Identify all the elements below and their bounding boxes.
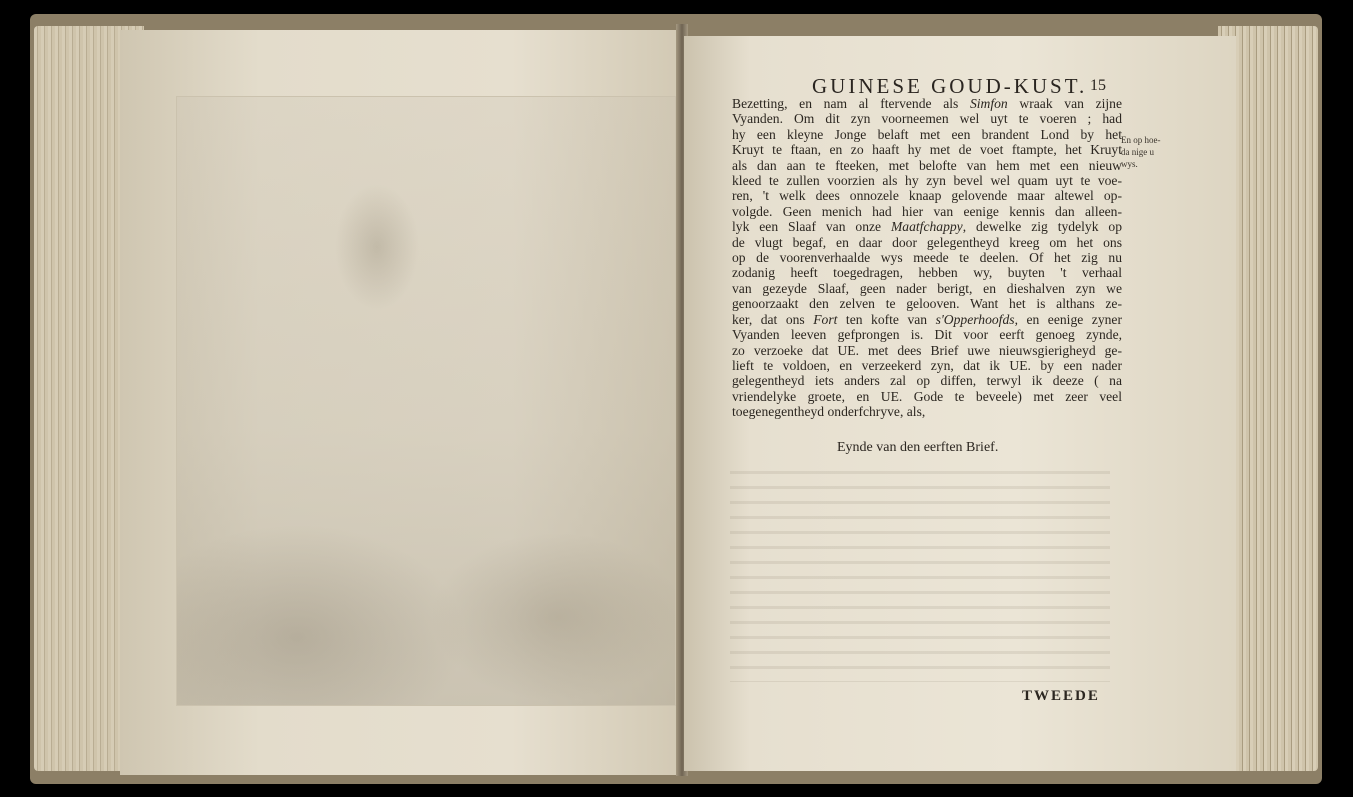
text-line: zo verzoeke dat UE. met dees Brief uwe nieuwsgierigheyd ge- <box>732 342 1122 358</box>
margin-note-line: wys. <box>1121 159 1138 169</box>
text-line: Vyanden leeven gefprongen is. Dit voor eerft genoeg zynde, <box>732 327 1122 343</box>
closing-line: Eynde van den eerften Brief. <box>837 440 999 455</box>
text-line: Vyanden. Om dit zyn voorneemen wel uyt te voeren ; had <box>732 111 1122 127</box>
running-header: GUINESE GOUD-KUST. <box>812 74 1088 98</box>
text-line: hy een kleyne Jonge belaft met een brandent Lond by het <box>732 126 1122 142</box>
text-line: gelegentheyd iets anders zal op diffen, terwyl ik deeze ( na <box>732 373 1122 389</box>
margin-note <box>1121 134 1211 170</box>
italic-term: Simfon <box>969 96 1008 111</box>
text-line: ker, dat ons Fort ten kofte van s'Opperhoofds, en eenige zyner <box>732 311 1122 327</box>
text-line: zodanig heeft toegedragen, hebben wy, buyten 't verhaal <box>732 265 1122 281</box>
text-line: als dan aan te fteeken, met belofte van hem met een nieuw <box>732 157 1122 173</box>
text-line: van gezeyde Slaaf, geen nader berigt, en dieshalven zyn we <box>732 280 1122 296</box>
text-line: toegenegentheyd onderfchryve, als, <box>732 404 926 420</box>
text-line: genoorzaakt den zelven te gelooven. Want het is althans ze- <box>732 296 1122 312</box>
text-line: lieft te voldoen, en verzeekerd zyn, dat ik UE. by een nader <box>732 357 1122 373</box>
text-line: op de voorenverhaalde wys meede te deelen. Of het zig nu <box>732 250 1122 266</box>
italic-term: Fort <box>813 311 838 327</box>
text-line: lyk een Slaaf van onze Maatfchappy, dewelke zig tydelyk op <box>732 219 1122 235</box>
text-line: Kruyt te ftaan, en zo haaft hy met de voet ftampte, het Kruyt <box>732 142 1122 158</box>
text-line: de vlugt begaf, en daar door gelegentheyd kreeg om het ons <box>732 234 1122 250</box>
italic-term: Maatfchappy <box>890 219 963 235</box>
text-line: volgde. Geen menich had hier van eenige kennis dan alleen- <box>732 203 1122 219</box>
margin-note-line: da nige u <box>1121 147 1154 157</box>
text-line: Bezetting, en nam al ftervende als Simfon wraak van zijne <box>732 96 1122 111</box>
engraving-show-through <box>176 96 676 706</box>
text-line: vriendelyke groete, en UE. Gode te beveele) met zeer veel <box>732 388 1122 404</box>
show-through-text <box>730 462 1110 682</box>
margin-note-line: En op hoe- <box>1121 135 1161 145</box>
page-number: 15 <box>1090 77 1106 94</box>
text-line: ren, 't welk dees onnozele knaap gelovende maar altewel op- <box>732 188 1122 204</box>
body-text <box>732 96 1122 420</box>
catchword: TWEEDE <box>1022 688 1100 704</box>
text-line: kleed te zullen voorzien als hy zyn bevel wel quam uyt te voe- <box>732 173 1122 189</box>
italic-term: s'Opperhoofds <box>935 311 1015 327</box>
